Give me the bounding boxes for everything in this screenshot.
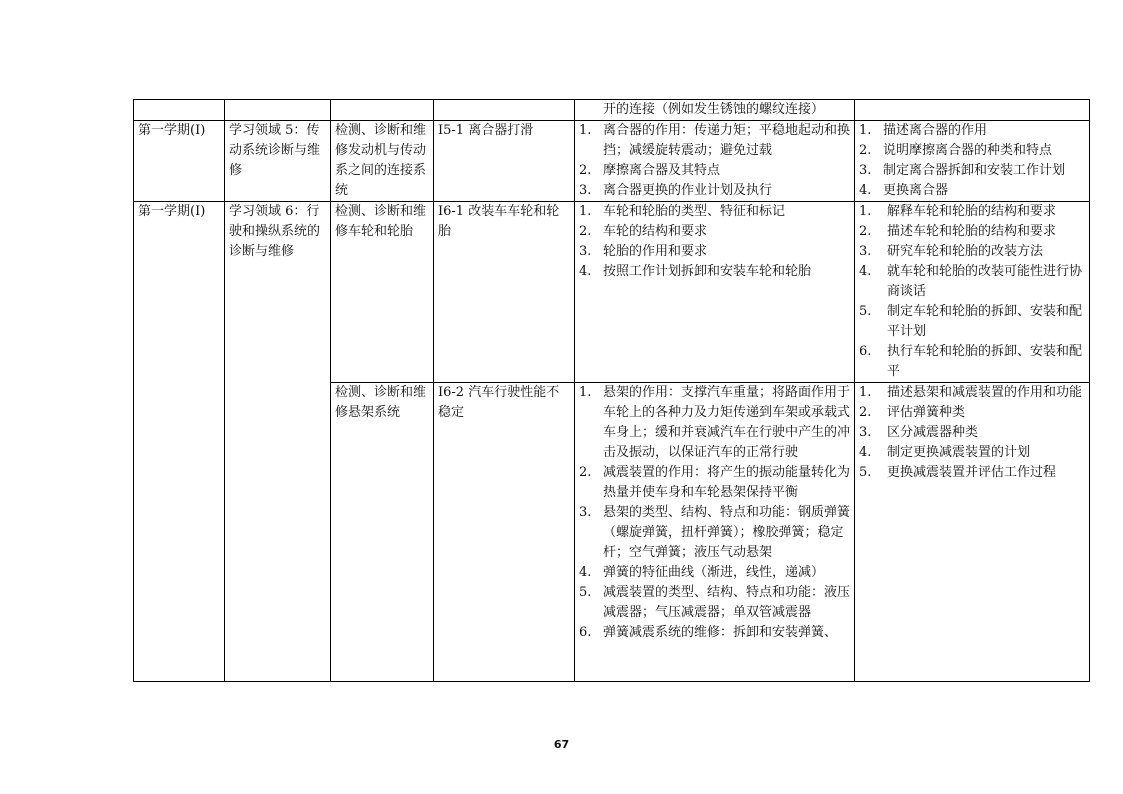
list-item bbox=[579, 383, 850, 463]
goals-list bbox=[859, 202, 1085, 382]
list-item-text: 减震装置的作用：将产生的振动能量转化为热量并使车身和车轮悬架保持平衡 bbox=[603, 465, 851, 500]
list-item-number: 6. bbox=[579, 625, 592, 640]
cell-task: I6-1 改装车车轮和轮胎 bbox=[434, 202, 575, 383]
list-item-number: 4. bbox=[859, 183, 872, 198]
list-item-number: 3. bbox=[579, 244, 592, 259]
goals-list bbox=[859, 383, 1085, 483]
cell-module: 检测、诊断和维修车轮和轮胎 bbox=[331, 202, 434, 383]
list-item-number: 1. bbox=[859, 123, 872, 138]
cell-content bbox=[575, 202, 855, 383]
list-item bbox=[579, 503, 850, 563]
list-item bbox=[859, 262, 1085, 302]
cell-content bbox=[575, 383, 855, 682]
goals-list bbox=[859, 121, 1085, 201]
list-item-text: 车轮和轮胎的类型、特征和标记 bbox=[603, 204, 786, 219]
list-item bbox=[579, 262, 850, 282]
table-row-field-5 bbox=[134, 121, 1090, 202]
continuation-text: 开的连接（例如发生锈蚀的螺纹连接） bbox=[603, 102, 825, 117]
content-list bbox=[579, 383, 850, 643]
list-item bbox=[859, 463, 1085, 483]
list-item-number: 2. bbox=[579, 224, 592, 239]
cell-task-empty bbox=[434, 100, 575, 121]
list-item bbox=[579, 623, 850, 643]
list-item-text: 车轮的结构和要求 bbox=[603, 224, 708, 239]
list-item-number: 1. bbox=[579, 204, 592, 219]
list-item-text: 离合器更换的作业计划及执行 bbox=[603, 183, 773, 198]
cell-module-empty bbox=[331, 100, 434, 121]
cell-goals-empty bbox=[855, 100, 1090, 121]
list-item-number: 3. bbox=[859, 244, 872, 259]
cell-goals bbox=[855, 121, 1090, 202]
list-item-text: 轮胎的作用和要求 bbox=[603, 244, 708, 259]
list-item-number: 2. bbox=[859, 224, 872, 239]
list-item-number: 1. bbox=[579, 123, 592, 138]
list-item bbox=[579, 563, 850, 583]
cell-task: I6-2 汽车行驶性能不稳定 bbox=[434, 383, 575, 682]
list-item-text: 制定更换减震装置的计划 bbox=[887, 445, 1031, 460]
list-item bbox=[859, 141, 1085, 161]
cell-field-empty bbox=[225, 100, 331, 121]
list-item-number: 6. bbox=[859, 344, 872, 359]
list-item bbox=[859, 121, 1085, 141]
list-item-number: 5. bbox=[859, 304, 872, 319]
list-item bbox=[579, 222, 850, 242]
cell-content-continuation bbox=[575, 100, 855, 121]
list-item-text: 弹簧的特征曲线（渐进，线性，递减） bbox=[603, 565, 825, 580]
list-item-text: 评估弹簧种类 bbox=[887, 405, 966, 420]
list-item-text: 解释车轮和轮胎的结构和要求 bbox=[887, 204, 1057, 219]
list-item-text: 悬架的作用：支撑汽车重量；将路面作用于车轮上的各种力及力矩传递到车架或承载式车身上；缓和并衰减汽车在行驶中产生的冲击及振动，以保证汽车的正常行驶 bbox=[603, 385, 851, 460]
table-row-field-6a bbox=[134, 202, 1090, 383]
list-item bbox=[579, 121, 850, 161]
list-item-text: 按照工作计划拆卸和安装车轮和轮胎 bbox=[603, 264, 812, 279]
list-item-text: 离合器的作用：传递力矩；平稳地起动和换挡；减缓旋转震动；避免过载 bbox=[603, 123, 851, 158]
cell-module: 检测、诊断和维修发动机与传动系之间的连接系统 bbox=[331, 121, 434, 202]
list-item-number: 4. bbox=[579, 565, 592, 580]
list-item-text: 悬架的类型、结构、特点和功能：钢质弹簧（螺旋弹簧，扭杆弹簧）；橡胶弹簧；稳定杆；空气弹簧；液压气动悬架 bbox=[603, 505, 851, 560]
list-item-number: 2. bbox=[579, 163, 592, 178]
list-item-text: 就车轮和轮胎的改装可能性进行协商谈话 bbox=[887, 264, 1083, 299]
list-item bbox=[579, 181, 850, 201]
list-item-number: 3. bbox=[579, 183, 592, 198]
curriculum-table bbox=[133, 99, 1090, 682]
list-item bbox=[859, 181, 1085, 201]
list-item-text: 描述车轮和轮胎的结构和要求 bbox=[887, 224, 1057, 239]
cell-task: I5-1 离合器打滑 bbox=[434, 121, 575, 202]
list-item-number: 4. bbox=[579, 264, 592, 279]
list-item-number: 3. bbox=[859, 425, 872, 440]
list-item-text: 摩擦离合器及其特点 bbox=[603, 163, 721, 178]
list-item-text: 执行车轮和轮胎的拆卸、安装和配平 bbox=[887, 344, 1083, 379]
list-item-text: 研究车轮和轮胎的改装方法 bbox=[887, 244, 1044, 259]
list-item-number: 1. bbox=[579, 385, 592, 400]
list-item-number: 5. bbox=[579, 585, 592, 600]
list-item-number: 2. bbox=[579, 465, 592, 480]
cell-content bbox=[575, 121, 855, 202]
list-item-text: 更换离合器 bbox=[883, 183, 949, 198]
cell-goals bbox=[855, 383, 1090, 682]
list-item bbox=[859, 383, 1085, 403]
list-item bbox=[859, 161, 1085, 181]
list-item-number: 2. bbox=[859, 143, 872, 158]
cell-goals bbox=[855, 202, 1090, 383]
content-list bbox=[579, 202, 850, 282]
list-item bbox=[859, 403, 1085, 423]
content-list bbox=[579, 121, 850, 201]
cell-semester-empty bbox=[134, 100, 225, 121]
list-item-text: 制定离合器拆卸和安装工作计划 bbox=[883, 163, 1066, 178]
cell-learning-field: 学习领域 5：传动系统诊断与维修 bbox=[225, 121, 331, 202]
list-item-text: 区分减震器种类 bbox=[887, 425, 979, 440]
list-item bbox=[859, 443, 1085, 463]
list-item-text: 减震装置的类型、结构、特点和功能：液压减震器；气压减震器；单双管减震器 bbox=[603, 585, 851, 620]
list-item-text: 制定车轮和轮胎的拆卸、安装和配平计划 bbox=[887, 304, 1083, 339]
list-item bbox=[859, 202, 1085, 222]
list-item bbox=[859, 423, 1085, 443]
list-item-number: 2. bbox=[859, 405, 872, 420]
list-item bbox=[859, 242, 1085, 262]
list-item bbox=[579, 583, 850, 623]
list-item bbox=[579, 161, 850, 181]
list-item bbox=[859, 302, 1085, 342]
list-item-number: 4. bbox=[859, 445, 872, 460]
list-item-text: 更换减震装置并评估工作过程 bbox=[887, 465, 1057, 480]
list-item bbox=[579, 242, 850, 262]
list-item-number: 1. bbox=[859, 204, 872, 219]
list-item bbox=[859, 222, 1085, 242]
list-item-number: 1. bbox=[859, 385, 872, 400]
list-item-text: 描述悬架和减震装置的作用和功能 bbox=[887, 385, 1083, 400]
cell-semester: 第一学期(I) bbox=[134, 202, 225, 682]
list-item bbox=[579, 463, 850, 503]
list-item bbox=[579, 202, 850, 222]
list-item-number: 5. bbox=[859, 465, 872, 480]
cell-semester: 第一学期(I) bbox=[134, 121, 225, 202]
list-item-number: 3. bbox=[859, 163, 872, 178]
list-item-number: 4. bbox=[859, 264, 872, 279]
page-number: 67 bbox=[553, 738, 570, 751]
cell-module: 检测、诊断和维修悬架系统 bbox=[331, 383, 434, 682]
list-item bbox=[859, 342, 1085, 382]
list-item-text: 描述离合器的作用 bbox=[883, 123, 988, 138]
list-item-number: 3. bbox=[579, 505, 592, 520]
list-item-text: 说明摩擦离合器的种类和特点 bbox=[883, 143, 1053, 158]
table-row-continuation bbox=[134, 100, 1090, 121]
list-item-text: 弹簧减震系统的维修：拆卸和安装弹簧、 bbox=[603, 625, 838, 640]
cell-learning-field: 学习领域 6：行驶和操纵系统的诊断与维修 bbox=[225, 202, 331, 682]
